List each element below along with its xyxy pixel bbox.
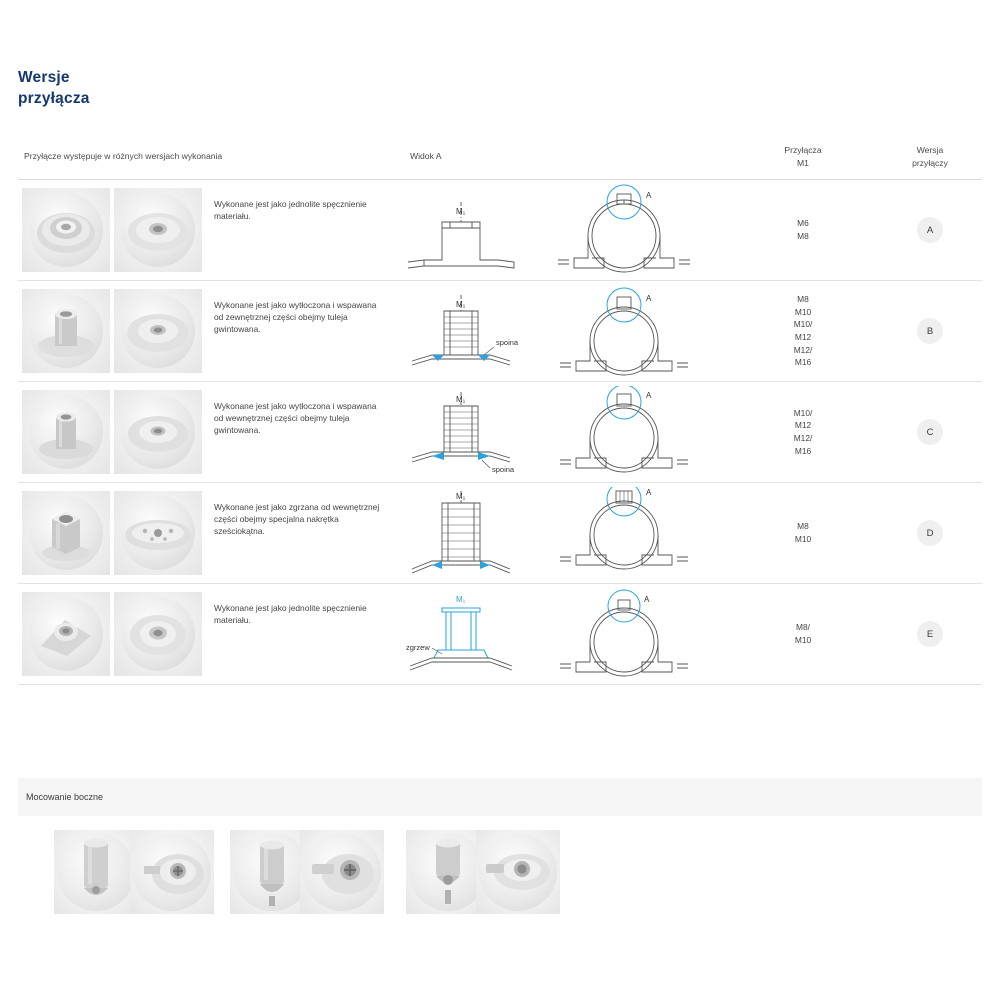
row-a-m1-list <box>728 180 878 280</box>
row-e-weld-label: zgrzew <box>406 643 430 652</box>
welded-sleeve-photo-icon <box>35 302 97 360</box>
m1-value: M10 <box>794 306 812 317</box>
row-d-technical-drawing <box>398 487 728 583</box>
row-e-m1-list <box>728 584 878 684</box>
hex-nut-photo-icon <box>38 503 94 563</box>
row-b-description-cell <box>18 281 398 381</box>
row-b-photos <box>22 289 202 373</box>
row-d-version-cell <box>878 483 982 583</box>
side-clamp-photo-icon <box>72 838 120 908</box>
version-badge: C <box>917 419 943 445</box>
side-clamp-screw-photo-icon <box>138 844 206 900</box>
hex-nut-plate-photo-icon <box>123 511 193 555</box>
photo-thumbnail <box>114 188 202 272</box>
m1-value: M12/ <box>793 344 813 355</box>
m1-value: M8 <box>797 294 809 305</box>
m1-value: M10 <box>794 635 812 645</box>
row-c-description-cell <box>18 382 398 482</box>
row-c-m1-label: M₁ <box>456 395 466 404</box>
row-a-m1-label: M₁ <box>456 207 466 216</box>
m1-value: M6 <box>797 218 809 229</box>
header-cell-m1 <box>728 138 878 179</box>
row-d-m1-cell <box>728 483 878 583</box>
gallery-photo <box>54 830 138 914</box>
row-e-detail-label: A <box>644 595 650 604</box>
row-b-technical-drawing <box>398 285 728 381</box>
versions-table <box>18 138 982 685</box>
row-e-version-cell <box>878 584 982 684</box>
inner-sleeve-top-photo-icon <box>125 406 191 458</box>
row-c-technical-drawing <box>398 386 728 482</box>
photo-thumbnail <box>114 390 202 474</box>
photo-thumbnail <box>22 289 110 373</box>
row-b-view-cell <box>398 281 728 381</box>
row-b-m1-cell <box>728 281 878 381</box>
m1-value: M16 <box>794 445 812 456</box>
side-clamp-third-photo-icon <box>424 838 472 908</box>
photo-thumbnail <box>22 390 110 474</box>
header-version-line1: Wersja <box>916 145 944 155</box>
version-badge: A <box>917 217 943 243</box>
row-d-m1-list <box>728 483 878 583</box>
photo-thumbnail <box>22 491 110 575</box>
photo-thumbnail <box>114 592 202 676</box>
side-clamp-alt-photo-icon <box>250 840 294 908</box>
version-badge: E <box>917 621 943 647</box>
table-row <box>18 382 982 483</box>
gallery-photo <box>476 830 560 914</box>
row-b-weld-label: spoina <box>496 338 519 347</box>
side-screw-detail-photo-icon <box>306 844 378 900</box>
row-e-photos <box>22 592 202 676</box>
photo-thumbnail <box>22 188 110 272</box>
row-a-technical-drawing <box>398 184 728 280</box>
row-e-description-cell <box>18 584 398 684</box>
m1-value: M10 <box>794 534 812 544</box>
m1-value: M12 <box>794 420 812 431</box>
version-badge: D <box>917 520 943 546</box>
m1-value: M12 <box>794 332 812 342</box>
row-c-version-cell <box>878 382 982 482</box>
row-c-m1-list <box>728 382 878 482</box>
table-row <box>18 483 982 584</box>
header-cell-description <box>18 138 398 179</box>
row-c-photos <box>22 390 202 474</box>
row-d-view-cell <box>398 483 728 583</box>
photo-thumbnail <box>22 592 110 676</box>
row-a-photos <box>22 188 202 272</box>
row-d-detail-label: A <box>646 488 652 497</box>
row-b-detail-label: A <box>646 294 652 303</box>
m1-value: M8/ <box>796 622 810 633</box>
photo-thumbnail <box>114 289 202 373</box>
m1-value: M8 <box>797 231 809 241</box>
gallery-photo <box>300 830 384 914</box>
photo-thumbnail <box>114 491 202 575</box>
m1-value: M8 <box>797 521 809 532</box>
m1-value: M10/ <box>793 407 813 418</box>
side-mounting-label: Mocowanie boczne <box>26 792 104 802</box>
row-a-detail-label: A <box>646 191 652 200</box>
header-cell-version <box>878 138 982 179</box>
header-view-label: Widok A <box>410 151 442 161</box>
header-version-label <box>878 144 982 170</box>
row-e-technical-drawing <box>398 588 728 684</box>
row-c-view-cell <box>398 382 728 482</box>
boss-angle-photo-icon <box>35 606 97 662</box>
welded-sleeve-top-photo-icon <box>125 305 191 357</box>
m1-value: M12/ <box>793 433 813 443</box>
side-mounting-band <box>18 778 982 816</box>
row-d-description-text: Wykonane jest jako zgrzana od wewnętrznej części obejmy specjalna nakrętka sześciokątna. <box>214 502 380 537</box>
table-row <box>18 281 982 382</box>
row-a-description-cell <box>18 180 398 280</box>
page-title-line2: przyłącza <box>18 89 90 107</box>
header-version-line2: przyłączy <box>912 157 948 168</box>
row-b-m1-list <box>728 281 878 381</box>
table-row <box>18 180 982 281</box>
row-b-description-text: Wykonane jest jako wytłoczona i wspawana od zewnętrznej części obejmy tuleja gwintowana. <box>214 300 377 335</box>
table-header-row <box>18 138 982 180</box>
row-d-m1-label: M₁ <box>456 492 466 501</box>
row-c-m1-cell <box>728 382 878 482</box>
table-row <box>18 584 982 685</box>
row-e-m1-label: M₁ <box>456 595 466 604</box>
header-m1-line1: Przyłącza <box>784 145 822 155</box>
boss-top-photo-icon <box>128 608 188 660</box>
row-e-view-cell <box>398 584 728 684</box>
side-mounting-gallery <box>18 822 982 932</box>
m1-value: M16 <box>794 357 812 368</box>
pressed-boss-photo-icon <box>35 203 97 257</box>
header-m1-line2: M1 <box>797 157 809 168</box>
header-description-label: Przyłącze występuje w różnych wersjach wykonania <box>24 151 223 161</box>
row-b-m1-label: M₁ <box>456 300 466 309</box>
row-a-description-text: Wykonane jest jako jednolite spęcznienie materiału. <box>214 199 367 222</box>
row-c-detail-label: A <box>646 391 652 400</box>
row-a-m1-cell <box>728 180 878 280</box>
page-title-line1: Wersje <box>18 69 70 86</box>
side-washer-screw-photo-icon <box>482 846 554 898</box>
version-badge: B <box>917 318 943 344</box>
header-m1-label <box>728 144 878 170</box>
row-e-description-text: Wykonane jest jako jednolite spęcznienie materiału. <box>214 603 367 626</box>
gallery-photo <box>130 830 214 914</box>
inner-welded-sleeve-photo-icon <box>35 403 97 461</box>
pressed-boss-top-photo-icon <box>126 204 190 256</box>
row-b-version-cell <box>878 281 982 381</box>
header-cell-view <box>398 138 728 179</box>
page-title <box>18 68 90 110</box>
row-c-description-text: Wykonane jest jako wytłoczona i wspawana od wewnętrznej części obejmy tuleja gwintowana. <box>214 401 377 436</box>
row-d-photos <box>22 491 202 575</box>
row-a-version-cell <box>878 180 982 280</box>
row-c-weld-label: spoina <box>492 465 515 474</box>
row-a-view-cell <box>398 180 728 280</box>
row-d-description-cell <box>18 483 398 583</box>
m1-value: M10/ <box>793 319 813 330</box>
row-e-m1-cell <box>728 584 878 684</box>
